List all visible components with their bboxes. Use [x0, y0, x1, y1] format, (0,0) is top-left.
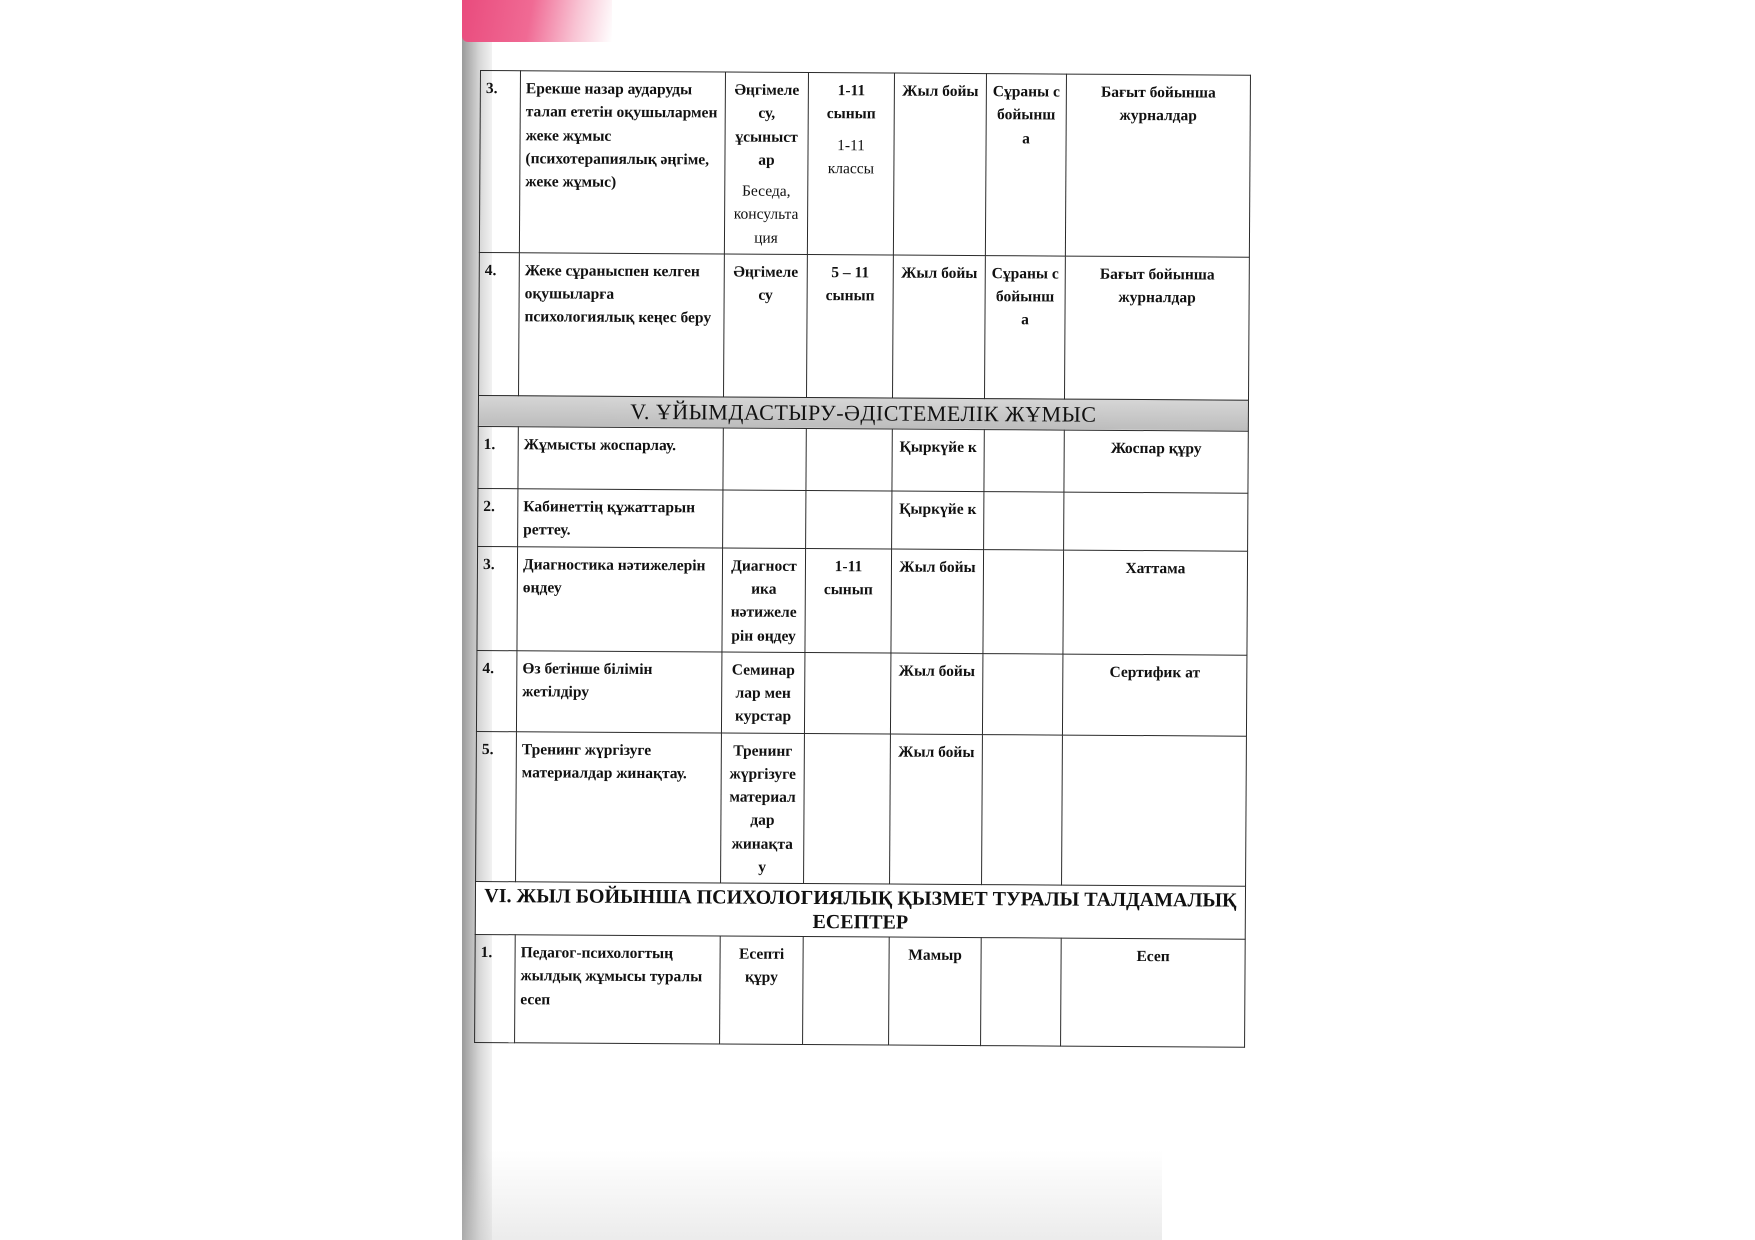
- form-cell: [724, 72, 808, 254]
- audience-text-ru: 1-11 классы: [827, 136, 875, 178]
- basis-cell: Сұраны с бойынш а: [985, 255, 1066, 398]
- activity-cell: Өз бетінше білімін жетілдіру: [516, 651, 721, 733]
- activity-cell: Жеке сұраныспен келген оқушыларға психологиялық кеңес беру: [519, 252, 725, 396]
- section-header: [475, 882, 1245, 940]
- audience-cell: 5 – 11 сынып: [807, 254, 894, 398]
- table-row: [479, 71, 1250, 257]
- form-cell: [723, 490, 806, 549]
- form-text: Әңгімеле су, ұсыныст ар: [734, 81, 800, 169]
- date-cell: Жыл бойы: [893, 255, 986, 399]
- form-cell: Диагност ика нәтижеле рін өңдеу: [722, 548, 806, 653]
- result-cell: Есеп: [1061, 938, 1246, 1047]
- audience-cell: [807, 73, 894, 255]
- table-row: [477, 546, 1248, 655]
- date-cell: Қыркүйе к: [892, 429, 984, 492]
- result-cell: Хаттама: [1063, 550, 1248, 655]
- result-cell: Бағыт бойынша журналдар: [1065, 256, 1250, 400]
- activity-cell: Педагог-психологтың жылдық жұмысы туралы есеп: [515, 935, 721, 1044]
- plan-table: [474, 70, 1251, 1048]
- result-cell: [1064, 492, 1248, 551]
- form-cell: Әңгімеле су: [724, 254, 808, 398]
- date-cell: Қыркүйе к: [892, 491, 984, 550]
- date-cell: Жыл бойы: [890, 734, 983, 885]
- row-number: 2.: [478, 488, 518, 546]
- activity-cell: Кабинеттің құжаттарын реттеу.: [518, 489, 723, 548]
- basis-cell: [983, 550, 1064, 654]
- form-cell: Есепті құру: [720, 936, 804, 1045]
- form-cell: [723, 428, 806, 491]
- audience-text: 1-11 сынып: [826, 82, 876, 123]
- row-number: 5.: [476, 731, 517, 882]
- row-number: 3.: [477, 546, 518, 650]
- date-cell: Мамыр: [889, 937, 982, 1046]
- audience-cell: [804, 733, 891, 884]
- audience-cell: [804, 652, 890, 733]
- audience-cell: 1-11 сынып: [805, 548, 892, 653]
- section-header: [478, 395, 1248, 431]
- document-sheet: [474, 70, 1250, 1125]
- basis-cell: [981, 938, 1062, 1046]
- audience-cell: [806, 490, 892, 549]
- form-cell: Семинар лар мен курстар: [721, 652, 804, 733]
- audience-cell: [803, 937, 890, 1046]
- basis-cell: [982, 734, 1063, 885]
- basis-cell: [984, 492, 1064, 550]
- table-row: [475, 935, 1246, 1048]
- section-title: VI. ЖЫЛ БОЙЫНША ПСИХОЛОГИЯЛЫҚ ҚЫЗМЕТ ТУРАЛЫ ТАЛДАМАЛЫҚ ЕСЕПТЕР: [475, 882, 1245, 940]
- date-cell: Жыл бойы: [893, 73, 986, 255]
- audience-cell: [806, 428, 892, 491]
- date-cell: Жыл бойы: [891, 549, 984, 654]
- row-number: 4.: [479, 252, 520, 395]
- table-row: [478, 488, 1248, 551]
- table-row: [476, 731, 1247, 886]
- row-number: 1.: [475, 935, 516, 1043]
- result-cell: Бағыт бойынша журналдар: [1065, 74, 1250, 257]
- basis-cell: [984, 430, 1064, 492]
- result-cell: Сертифик ат: [1062, 654, 1246, 736]
- result-cell: [1062, 735, 1247, 887]
- table-row: [479, 252, 1250, 400]
- row-number: 3.: [479, 71, 520, 253]
- activity-cell: Тренинг жүргізуге материалдар жинақтау.: [516, 731, 722, 883]
- result-cell: Жоспар құру: [1064, 430, 1248, 493]
- basis-cell: [982, 654, 1062, 735]
- activity-cell: Жұмысты жоспарлау.: [518, 427, 723, 490]
- binder-corner: [462, 0, 612, 42]
- form-text-ru: Беседа, консульта ция: [733, 182, 799, 247]
- row-number: 1.: [478, 426, 518, 488]
- form-cell: Тренинг жүргізуге материал дар жинақта у: [721, 733, 805, 884]
- row-number: 4.: [476, 650, 516, 731]
- date-cell: Жыл бойы: [890, 653, 982, 734]
- activity-cell: Ерекше назар аударуды талап ететін оқушылармен жеке жұмыс (психотерапиялық әңгіме, жеке жұмыс): [519, 71, 725, 254]
- basis-cell: Сұраны с бойынш а: [985, 74, 1066, 256]
- table-row: [476, 650, 1246, 735]
- section-title: V. ҰЙЫМДАСТЫРУ-ӘДІСТЕМЕЛІК ЖҰМЫС: [478, 395, 1248, 431]
- page-bottom-shade: [462, 1150, 1162, 1240]
- table-row: [478, 426, 1248, 493]
- activity-cell: Диагностика нәтижелерін өңдеу: [517, 547, 723, 652]
